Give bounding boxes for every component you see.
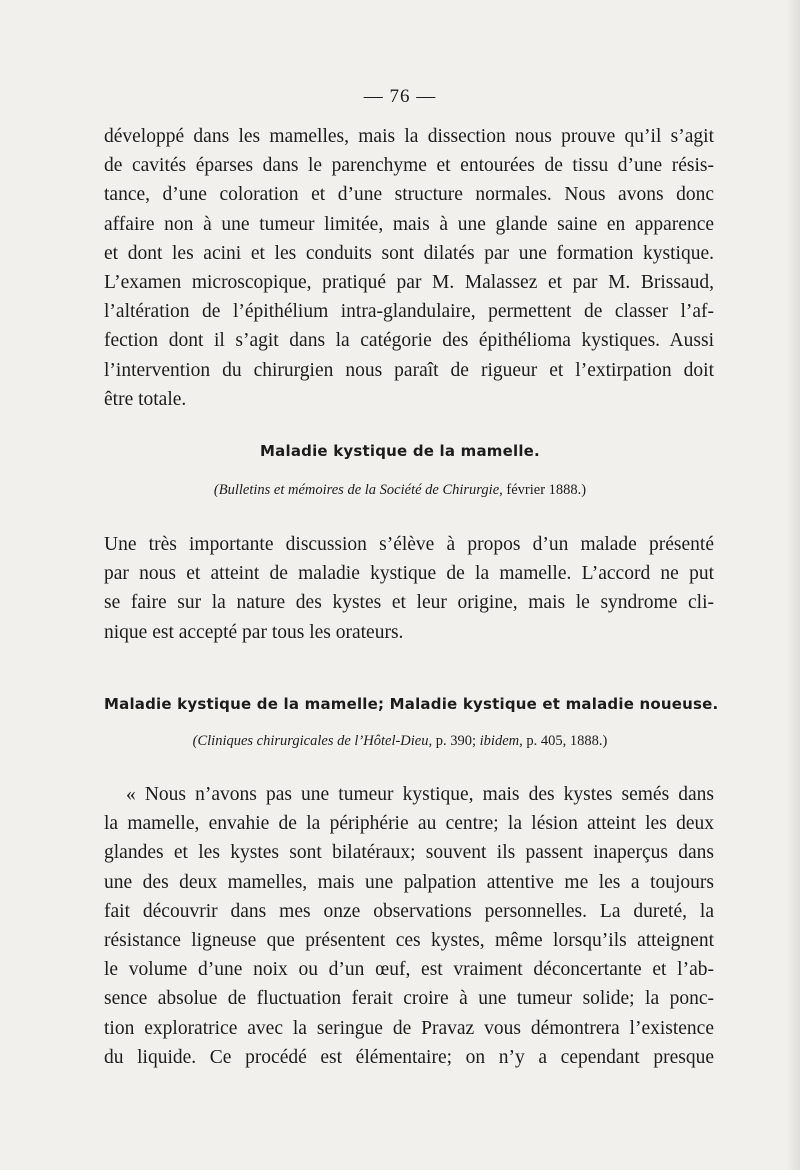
citation-source: (Bulletins et mémoires de la Société de Chirurgie, [213,482,503,498]
text-line: et dont les acini et les conduits sont dilatés par une formation kystique. [104,242,714,264]
text-line: résistance ligneuse que présentent ces kystes, même lorsqu’ils atteignent [104,930,714,952]
text-line: de cavités éparses dans le parenchyme et entourées de tissu d’une résis- [104,155,714,177]
page-number: — 76 — [363,86,437,107]
text-line: le volume d’une noix ou d’un œuf, est vraiment déconcertante et l’ab- [104,959,714,981]
citation-page: p. 390; [432,733,480,749]
text-line: affaire non à une tumeur limitée, mais à une glande saine en apparence [104,213,714,235]
text-line: l’altération de l’épithélium intra-glandulaire, permettent de classer l’af- [104,301,714,323]
text-line: fait découvrir dans mes onze observations personnelles. La dureté, la [104,900,714,922]
paragraph-2 [104,530,714,647]
text-line: fection dont il s’agit dans la catégorie des épithélioma kystiques. Aussi [104,330,714,352]
citation-source: (Cliniques chirurgicales de l’Hôtel-Dieu, [192,733,433,749]
text-line: être totale. [104,388,187,410]
citation-ibidem: ibidem, [479,733,523,749]
text-line: nique est accepté par tous les orateurs. [104,621,404,643]
text-line: par nous et atteint de maladie kystique de la mamelle. L’accord ne put [104,563,714,585]
text-line: « Nous n’avons pas une tumeur kystique, mais des kystes semés dans [126,784,714,805]
text-line: du liquide. Ce procédé est élémentaire; on n’y a cependant presque [104,1046,714,1068]
paragraph-3 [104,780,714,1072]
section-heading-2: Maladie kystique de la mamelle; Maladie kystique et maladie noueuse. [104,695,719,713]
text-line: une des deux mamelles, mais une palpation attentive me les a toujours [104,871,714,893]
text-line: Une très importante discussion s’élève à propos d’un malade présenté [104,534,714,555]
text-line: développé dans les mamelles, mais la dissection nous prouve qu’il s’agit [104,126,714,147]
text-line: se faire sur la nature des kystes et leur origine, mais le syndrome cli- [104,592,714,614]
citation-date: février 1888.) [502,482,587,498]
section-citation-1 [0,482,800,499]
text-line: tion exploratrice avec la seringue de Pravaz vous démontrera l’existence [104,1017,714,1039]
text-line: glandes et les kystes sont bilatéraux; souvent ils passent inaperçus dans [104,842,714,864]
text-line: l’intervention du chirurgien nous paraît de rigueur et l’extirpation doit [104,359,714,381]
text-line: tance, d’une coloration et d’une structure normales. Nous avons donc [104,184,714,206]
text-line: sence absolue de fluctuation ferait croire à une tumeur solide; la ponc- [104,988,714,1010]
paragraph-1 [104,122,714,414]
text-line: L’examen microscopique, pratiqué par M. Malassez et par M. Brissaud, [104,272,714,294]
page-edge-shadow [786,0,800,1170]
text-line: la mamelle, envahie de la périphérie au centre; la lésion atteint les deux [104,813,714,835]
section-citation-2 [0,733,800,750]
citation-page-year: p. 405, 1888.) [522,733,608,749]
section-heading-1: Maladie kystique de la mamelle. [260,442,540,460]
